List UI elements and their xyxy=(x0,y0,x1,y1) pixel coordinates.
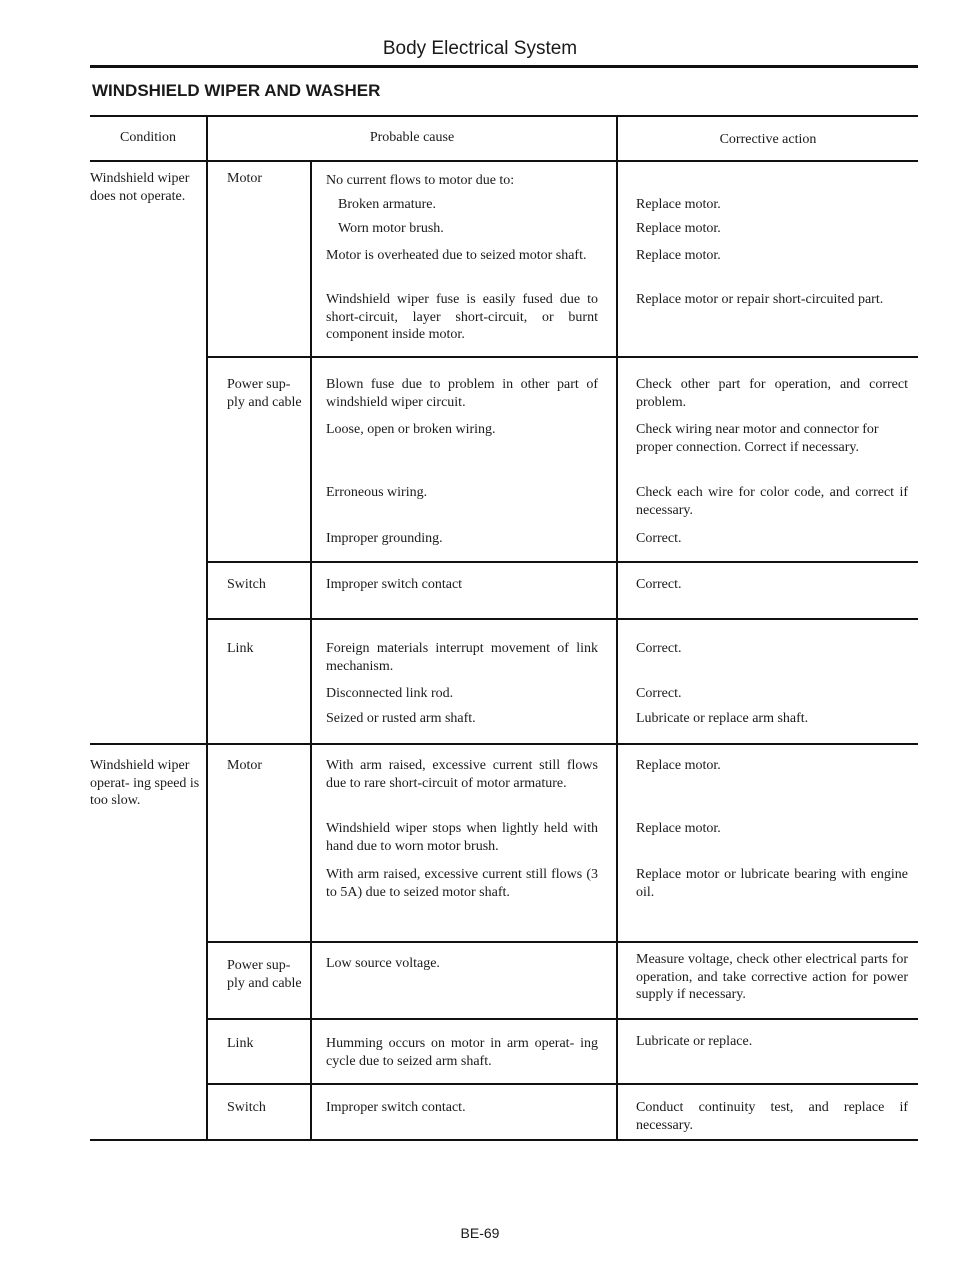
cause-cell: Improper switch contact xyxy=(326,577,463,592)
part-cell: Switch xyxy=(227,577,266,592)
action-cell: Replace motor or lubricate bearing with engine oil. xyxy=(636,867,908,900)
page-header-title: Body Electrical System xyxy=(382,38,578,59)
header-rule xyxy=(90,65,918,68)
part-cell: Power sup- ply and cable xyxy=(227,958,302,991)
table-rule-row xyxy=(207,356,918,358)
table-rule-row xyxy=(207,941,918,943)
action-cell: Replace motor. xyxy=(636,248,721,263)
cause-cell: No current flows to motor due to: xyxy=(326,173,515,188)
action-cell: Correct. xyxy=(636,641,682,656)
part-cell: Switch xyxy=(227,1100,266,1115)
action-cell: Replace motor. xyxy=(636,821,721,836)
part-cell: Link xyxy=(227,1036,254,1051)
column-header-cause: Probable cause xyxy=(369,130,455,145)
table-rule-row xyxy=(207,1018,918,1020)
cause-cell: Blown fuse due to problem in other part of windshield wiper circuit. xyxy=(326,377,598,410)
cause-cell: Improper switch contact. xyxy=(326,1100,466,1115)
condition-cell: Windshield wiper does not operate. xyxy=(90,171,190,204)
part-cell: Power sup- ply and cable xyxy=(227,377,302,410)
table-rule-header xyxy=(90,160,918,162)
action-cell: Replace motor. xyxy=(636,221,721,236)
cause-cell: Humming occurs on motor in arm operat- ing cycle due to seized arm shaft. xyxy=(326,1036,598,1069)
cause-cell: Loose, open or broken wiring. xyxy=(326,422,496,437)
table-rule-row xyxy=(207,561,918,563)
cause-cell: Worn motor brush. xyxy=(338,221,444,236)
page-number: BE-69 xyxy=(460,1225,500,1241)
action-cell: Check other part for operation, and correct problem. xyxy=(636,377,908,410)
part-cell: Link xyxy=(227,641,254,656)
action-cell: Correct. xyxy=(636,531,682,546)
table-rule-top xyxy=(90,115,918,117)
cause-cell: Disconnected link rod. xyxy=(326,686,454,701)
action-cell: Replace motor or repair short-circuited part. xyxy=(636,292,884,307)
cause-cell: Seized or rusted arm shaft. xyxy=(326,711,476,726)
cause-cell: Motor is overheated due to seized motor shaft. xyxy=(326,248,587,263)
action-cell: Replace motor. xyxy=(636,758,721,773)
action-cell: Check wiring near motor and connector for proper connection. Correct if necessary. xyxy=(636,422,879,455)
cause-cell: With arm raised, excessive current still flows due to rare short-circuit of motor armature. xyxy=(326,758,598,791)
section-title: WINDSHIELD WIPER AND WASHER xyxy=(92,81,381,100)
table-rule-row xyxy=(207,1083,918,1085)
table-rule-group xyxy=(90,743,918,745)
action-cell: Correct. xyxy=(636,686,682,701)
table-rule-row xyxy=(207,618,918,620)
action-cell: Conduct continuity test, and replace if necessary. xyxy=(636,1100,908,1133)
table-col-rule-action xyxy=(616,115,618,1141)
action-cell: Lubricate or replace arm shaft. xyxy=(636,711,809,726)
cause-cell: Windshield wiper stops when lightly held with hand due to worn motor brush. xyxy=(326,821,598,854)
condition-cell: Windshield wiper operat- ing speed is too slow. xyxy=(90,758,200,808)
action-cell: Measure voltage, check other electrical parts for operation, and take corrective action for power supply if necessary. xyxy=(636,952,908,1002)
cause-cell: Windshield wiper fuse is easily fused due to short-circuit, layer short-circuit, or burnt component inside motor. xyxy=(326,292,598,342)
cause-cell: With arm raised, excessive current still flows (3 to 5A) due to seized motor shaft. xyxy=(326,867,598,900)
cause-cell: Improper grounding. xyxy=(326,531,443,546)
cause-cell: Broken armature. xyxy=(338,197,436,212)
troubleshooting-table xyxy=(90,115,918,1141)
cause-cell: Foreign materials interrupt movement of link mechanism. xyxy=(326,641,598,674)
cause-cell: Low source voltage. xyxy=(326,956,440,971)
table-col-rule-part xyxy=(310,160,312,1141)
part-cell: Motor xyxy=(227,758,262,773)
action-cell: Check each wire for color code, and correct if necessary. xyxy=(636,485,908,518)
column-header-condition: Condition xyxy=(119,130,176,145)
action-cell: Replace motor. xyxy=(636,197,721,212)
part-cell: Motor xyxy=(227,171,262,186)
table-rule-bottom xyxy=(90,1139,918,1141)
cause-cell: Erroneous wiring. xyxy=(326,485,428,500)
table-col-rule-condition xyxy=(206,115,208,1141)
action-cell: Lubricate or replace. xyxy=(636,1034,753,1049)
column-header-action: Corrective action xyxy=(719,132,817,147)
action-cell: Correct. xyxy=(636,577,682,592)
